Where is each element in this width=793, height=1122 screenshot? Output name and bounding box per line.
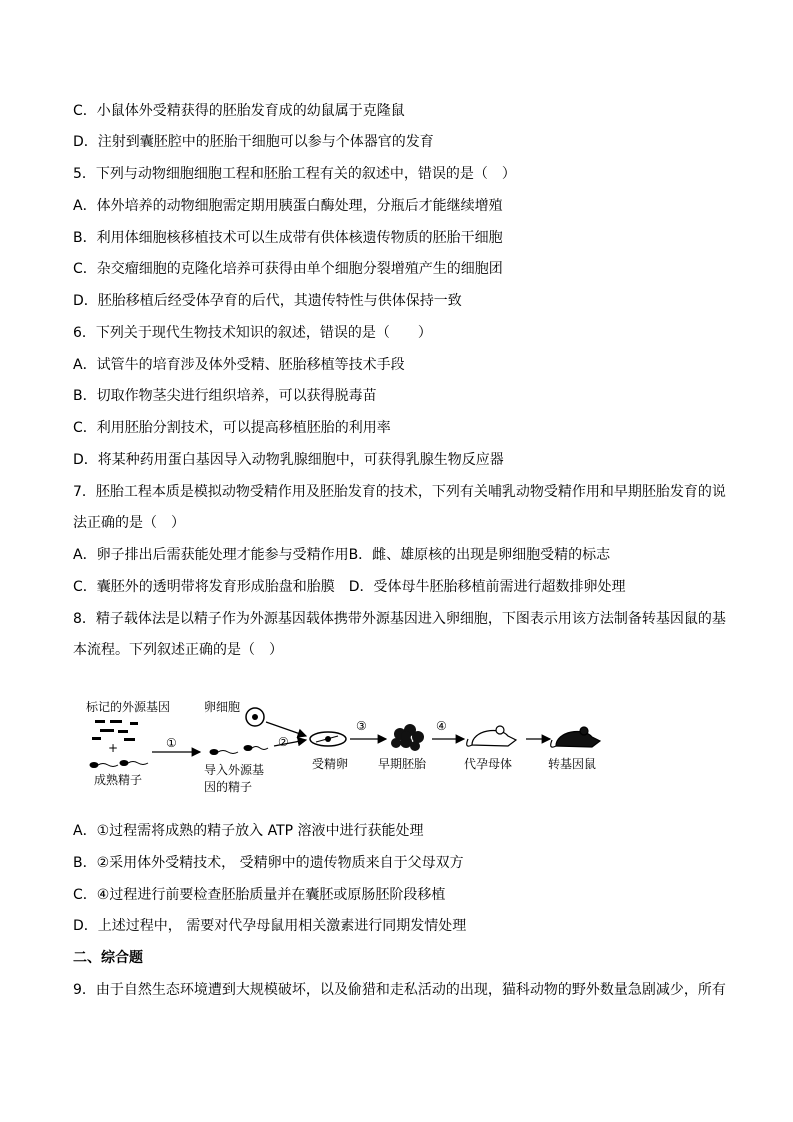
label-sperm-with-gene-1: 导入外源基 <box>204 763 265 777</box>
label-step-2: ② <box>278 735 289 749</box>
early-embryo-icon <box>391 724 424 751</box>
q5-option-b: B．利用体细胞核移植技术可以生成带有供体核遗传物质的胚胎干细胞 <box>73 230 503 246</box>
label-step-4: ④ <box>436 719 447 733</box>
question-7-line-2: 法正确的是（ ） <box>73 515 185 531</box>
question-9: 9．由于自然生态环境遭到大规模破坏，以及偷猎和走私活动的出现，猫科动物的野外数量急剧减少，所有 <box>73 982 726 998</box>
question-8-line-2: 本流程。下列叙述正确的是（ ） <box>73 642 283 658</box>
text-line-2: D．注射到囊胚腔中的胚胎干细胞可以参与个体器官的发育 <box>73 134 434 150</box>
q6-option-d: D．将某种药用蛋白基因导入动物乳腺细胞中，可获得乳腺生物反应器 <box>73 452 504 468</box>
q7-options-cd: C．囊胚外的透明带将发育形成胎盘和胎膜 D．受体母牛胚胎移植前需进行超数排卵处理 <box>73 579 626 595</box>
q7-options-ab: A．卵子排出后需获能处理才能参与受精作用B．雌、雄原核的出现是卵细胞受精的标志 <box>73 547 611 563</box>
question-5: 5．下列与动物细胞细胞工程和胚胎工程有关的叙述中，错误的是（ ） <box>73 166 516 182</box>
label-egg: 卵细胞 <box>204 700 241 714</box>
sperm-with-gene-icon <box>210 746 268 755</box>
label-marked-gene: 标记的外源基因 <box>86 700 171 714</box>
transgenic-mouse-flow-diagram <box>80 690 640 800</box>
label-step-3: ③ <box>356 719 367 733</box>
zygote-icon <box>310 732 346 746</box>
q5-option-c: C．杂交瘤细胞的克隆化培养可获得由单个细胞分裂增殖产生的细胞团 <box>73 261 503 277</box>
q8-option-a: A．①过程需将成熟的精子放入 ATP 溶液中进行获能处理 <box>73 823 424 839</box>
label-early-embryo: 早期胚胎 <box>378 757 427 771</box>
q8-option-c: C．④过程进行前要检查胚胎质量并在囊胚或原肠胚阶段移植 <box>73 887 446 903</box>
q6-option-b: B．切取作物茎尖进行组织培养，可以获得脱毒苗 <box>73 388 377 404</box>
q6-option-a: A．试管牛的培育涉及体外受精、胚胎移植等技术手段 <box>73 357 405 373</box>
question-6: 6．下列关于现代生物技术知识的叙述，错误的是（ ） <box>73 325 432 341</box>
label-sperm-with-gene-2: 因的精子 <box>204 780 253 794</box>
section-heading: 二、综合题 <box>73 950 143 966</box>
label-mature-sperm: 成熟精子 <box>94 773 143 787</box>
label-zygote: 受精卵 <box>312 757 349 771</box>
gene-fragments-icon <box>92 720 138 741</box>
label-step-1: ① <box>166 736 177 750</box>
q8-option-b: B．②采用体外受精技术， 受精卵中的遗传物质来自于父母双方 <box>73 855 464 871</box>
label-transgenic-mouse: 转基因鼠 <box>548 757 597 771</box>
q5-option-a: A．体外培养的动物细胞需定期用胰蛋白酶处理，分瓶后才能继续增殖 <box>73 198 503 214</box>
question-7-line-1: 7．胚胎工程本质是模拟动物受精作用及胚胎发育的技术，下列有关哺乳动物受精作用和早期胚胎发育的说 <box>73 484 726 500</box>
label-surrogate-mother: 代孕母体 <box>464 757 513 771</box>
arrow-egg-to-zygote <box>266 722 306 736</box>
text-line-1: C．小鼠体外受精获得的胚胎发育成的幼鼠属于克隆鼠 <box>73 103 405 119</box>
q5-option-d: D．胚胎移植后经受体孕育的后代，其遗传特性与供体保持一致 <box>73 293 462 309</box>
transgenic-mouse-icon <box>551 727 600 747</box>
q8-option-d: D．上述过程中， 需要对代孕母鼠用相关激素进行同期发情处理 <box>73 918 467 934</box>
q6-option-c: C．利用胚胎分割技术，可以提高移植胚胎的利用率 <box>73 420 391 436</box>
label-plus: + <box>108 741 119 755</box>
question-8-line-1: 8．精子载体法是以精子作为外源基因载体携带外源基因进入卵细胞，下图表示用该方法制备转基因鼠的基 <box>73 611 726 627</box>
sperm-icon <box>90 761 148 768</box>
egg-cell-icon <box>246 708 264 726</box>
surrogate-mouse-icon <box>467 726 516 746</box>
